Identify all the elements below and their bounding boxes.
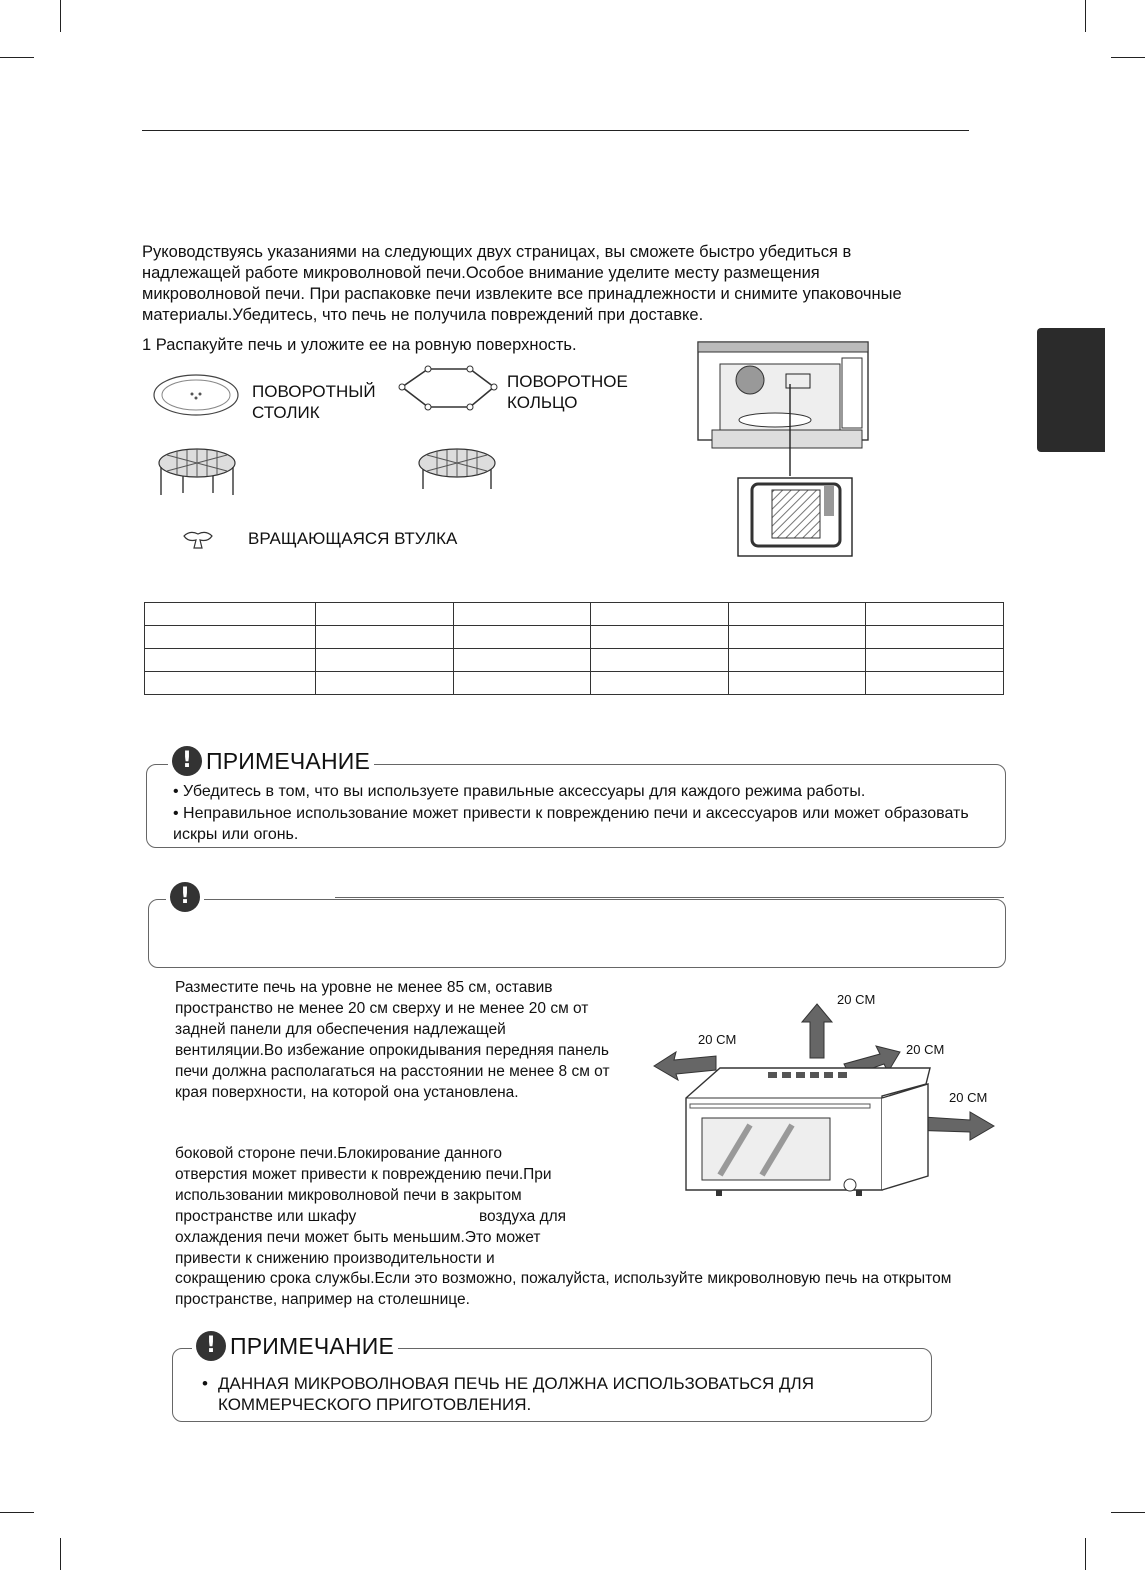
ventilation-line: сокращению срока службы.Если это возможно, пожалуйста, используйте микроволновую печь на открытом — [175, 1270, 952, 1287]
caution-box — [148, 899, 1006, 968]
ventilation-line: охлаждения печи может быть меньшим.Это может — [175, 1229, 541, 1246]
crop-mark — [0, 1512, 34, 1513]
crop-mark — [0, 57, 34, 58]
ventilation-line: привести к снижению производительности и — [175, 1250, 495, 1267]
caution-header — [166, 882, 204, 912]
oven-interior-illustration — [690, 336, 890, 560]
crop-mark — [1111, 1512, 1145, 1513]
table-row — [145, 603, 1004, 626]
step-1: 1 Распакуйте печь и уложите ее на ровную поверхность. — [142, 336, 577, 354]
ventilation-line: отверстия может привести к повреждению печи.При — [175, 1166, 552, 1183]
high-rack-illustration — [155, 445, 240, 497]
table-row — [145, 649, 1004, 672]
accessory-table — [144, 602, 1004, 695]
roller-ring-illustration — [398, 365, 498, 411]
exclamation-icon: ! — [196, 1331, 226, 1361]
note2-bullet-text: ДАННАЯ МИКРОВОЛНОВАЯ ПЕЧЬ НЕ ДОЛЖНА ИСПОЛЬЗОВАТЬСЯ ДЛЯ КОММЕРЧЕСКОГО ПРИГОТОВЛЕНИЯ. — [218, 1374, 814, 1414]
note-header-1 — [168, 746, 374, 776]
ventilation-line: боковой стороне печи.Блокирование данного — [175, 1145, 502, 1162]
intro-paragraph: Руководствуясь указаниями на следующих двух страницах, вы сможете быстро убедиться в надлежащей работе микроволновой печи.Особое внимание уделите месту размещения микроволновой печи. При распаковке печи извлеките все принадлежности и снимите упаковочные материалы.Убедитесь, что печь не получила повреждений при доставке. — [142, 243, 902, 324]
turntable-illustration — [152, 372, 240, 418]
caution-header-line — [335, 897, 1004, 898]
chapter-side-tab — [1037, 328, 1105, 452]
table-row — [145, 672, 1004, 695]
ventilation-line: использовании микроволновой печи в закрытом — [175, 1187, 522, 1204]
note-header-2 — [192, 1331, 398, 1361]
clearance-back-label: 20 CM — [906, 1042, 945, 1057]
header-rule — [142, 130, 969, 131]
ventilation-line: пространстве или шкафу — [175, 1208, 357, 1225]
note1-bullet-1: • Убедитесь в том, что вы используете правильные аксессуары для каждого режима работы. — [173, 783, 866, 800]
crop-mark — [60, 1538, 61, 1570]
note2-bullet-mark: • — [202, 1374, 208, 1393]
note-title: ПРИМЕЧАНИЕ — [230, 1332, 395, 1359]
turntable-label: ПОВОРОТНЫЙ СТОЛИК — [252, 382, 376, 422]
ventilation-line: пространстве, например на столешнице. — [175, 1291, 470, 1308]
crop-mark — [60, 0, 61, 32]
low-rack-illustration — [415, 445, 500, 493]
clearance-right-label: 20 CM — [949, 1090, 988, 1105]
exclamation-icon: ! — [170, 882, 200, 912]
clearance-left-label: 20 CM — [698, 1032, 737, 1047]
crop-mark — [1085, 0, 1086, 32]
table-row — [145, 626, 1004, 649]
placement-paragraph: Разместите печь на уровне не менее 85 см, оставив пространство не менее 20 см сверху и не менее 20 см от задней панели для обеспечения надлежащей вентиляции.Во избежание опрокидывания передняя панель печи должна располагаться на расстоянии не менее 8 см от края поверхности, на которой она установлена. — [175, 979, 610, 1101]
crop-mark — [1111, 57, 1145, 58]
crop-mark — [1085, 1538, 1086, 1570]
rotating-bushing-illustration — [180, 528, 216, 552]
clearance-top-label: 20 CM — [837, 992, 876, 1007]
roller-ring-label: ПОВОРОТНОЕ КОЛЬЦО — [507, 372, 628, 412]
ventilation-line: воздуха для — [479, 1208, 567, 1225]
note-title: ПРИМЕЧАНИЕ — [206, 747, 371, 774]
rotating-bushing-label: ВРАЩАЮЩАЯСЯ ВТУЛКА — [248, 529, 458, 548]
note1-bullet-2: • Неправильное использование может привести к повреждению печи и аксессуаров или может образовать искры или огонь. — [173, 805, 969, 843]
exclamation-icon: ! — [172, 746, 202, 776]
